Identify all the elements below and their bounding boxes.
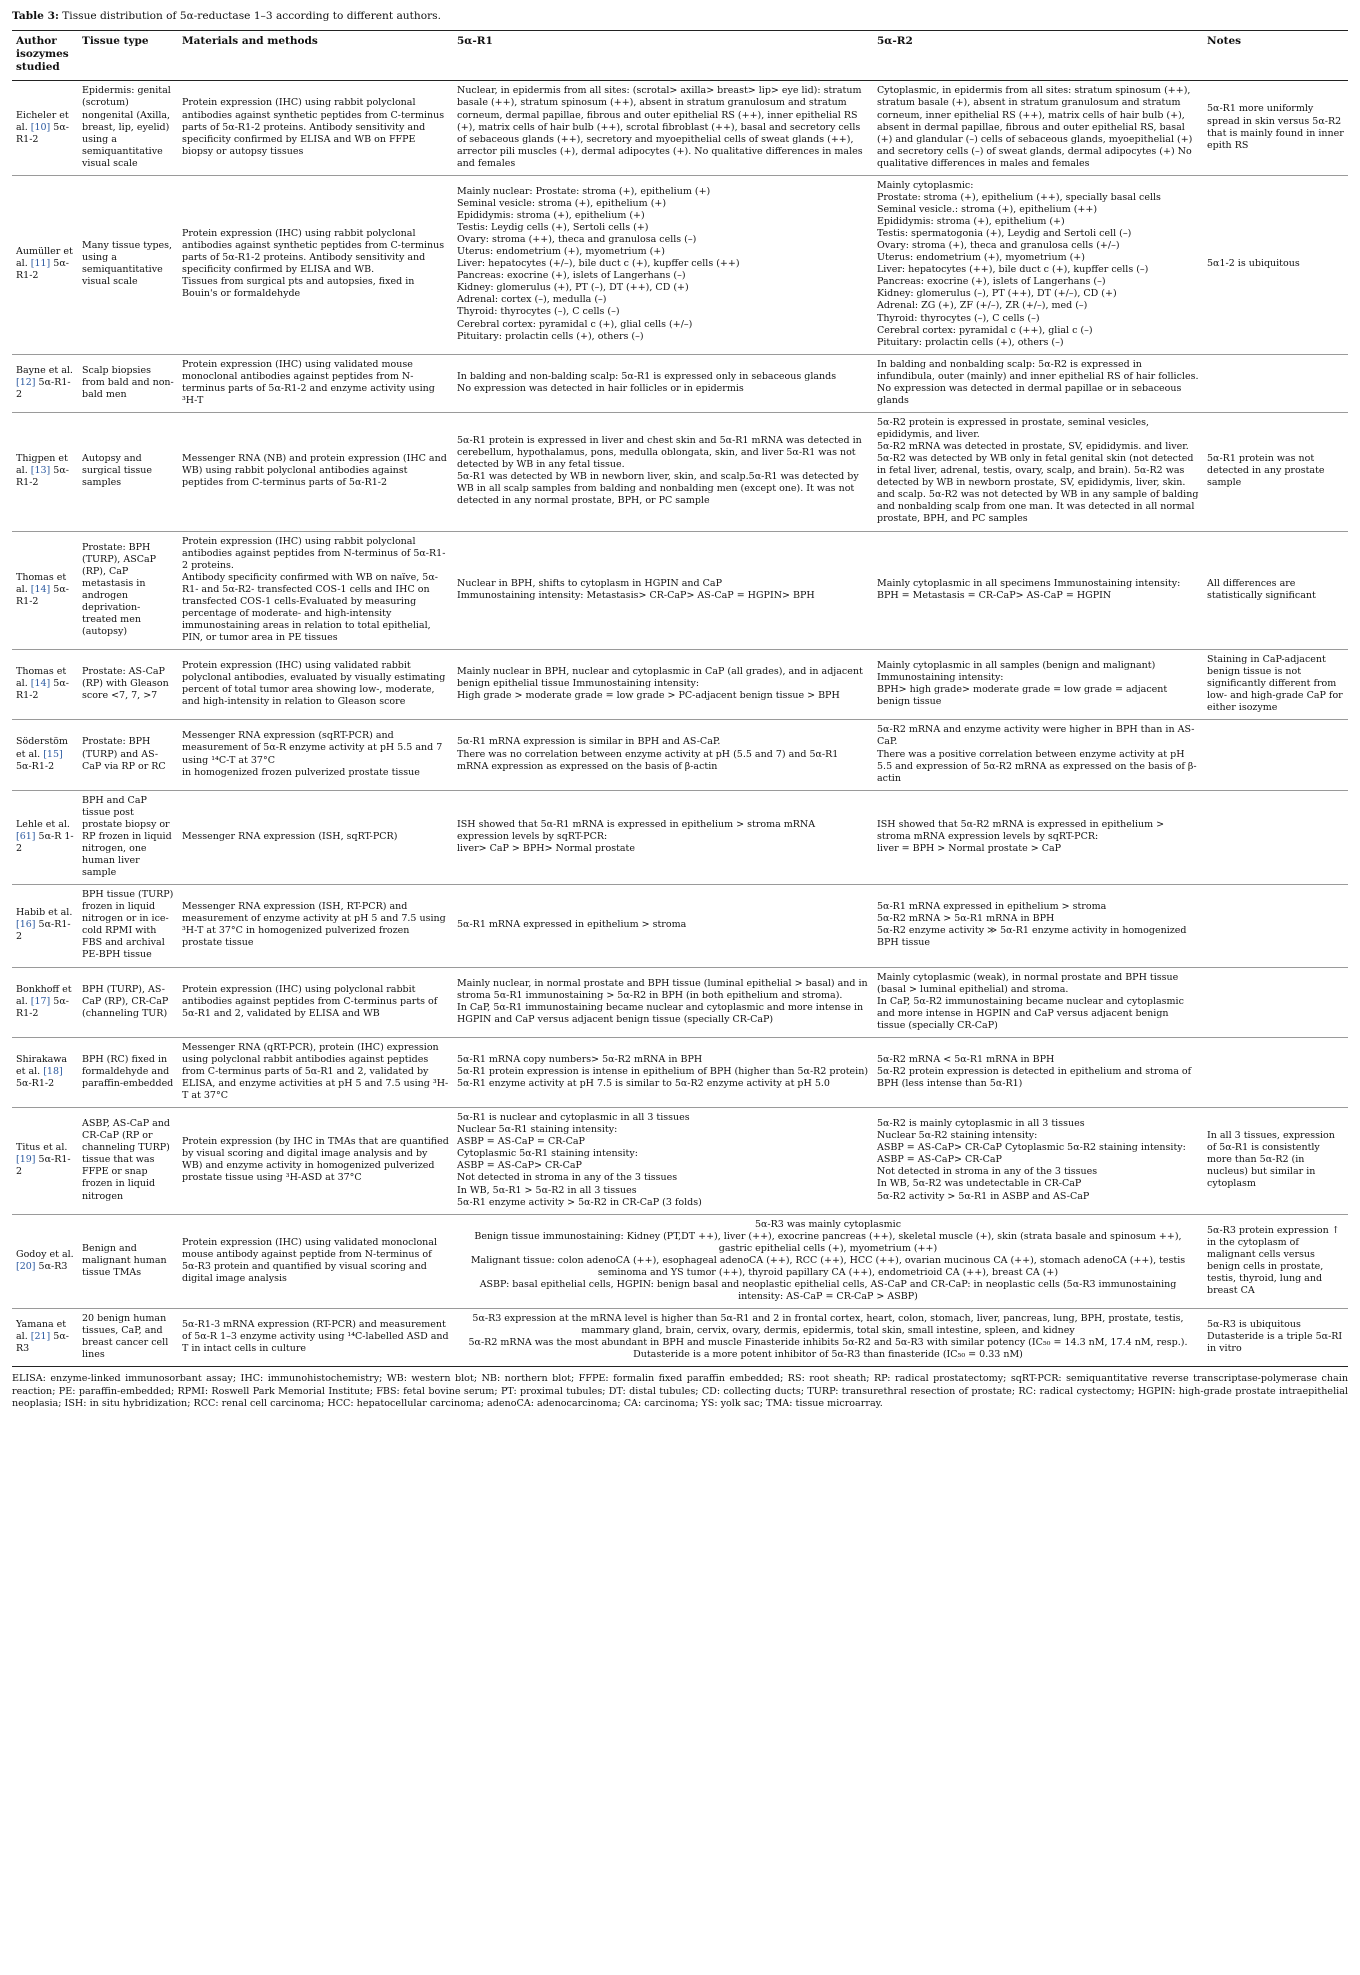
cell-tissue-type: Autopsy and surgical tissue samples xyxy=(78,412,178,531)
cell-5a-r1: Mainly nuclear in BPH, nuclear and cytoplasmic in CaP (all grades), and in adjacent benign epithelial tissue Immunostaining intensity: High grade > moderate grade = low grade > PC-adjacent benign tissue > BPH xyxy=(453,650,873,720)
header-5a-r1: 5α-R1 xyxy=(453,31,873,81)
author-name: Thigpen et al. xyxy=(16,453,71,477)
header-materials-methods: Materials and methods xyxy=(178,31,453,81)
author-name: Thomas et al. xyxy=(16,666,70,690)
cell-materials-methods: Protein expression (IHC) using validated monoclonal mouse antibody against peptide from N-terminus of 5α-R3 protein and quantified by visual scoring and digital image analysis xyxy=(178,1214,453,1308)
author-name: Eicheler et al. xyxy=(16,109,72,133)
isozyme-label: 5α-R1-2 xyxy=(16,1065,66,1089)
cell-notes xyxy=(1203,790,1348,884)
isozyme-label: 5α-R1-2 xyxy=(16,258,69,282)
cell-5a-r2: 5α-R2 mRNA and enzyme activity were higher in BPH than in AS-CaP. There was a positive correlation between enzyme activity at pH 5.5 and expression of 5α-R2 mRNA as expressed on the basis of β-actin xyxy=(873,720,1203,790)
table-header-row xyxy=(12,31,1348,81)
table-row xyxy=(12,1309,1348,1367)
cell-tissue-type: BPH (TURP), AS-CaP (RP), CR-CaP (channeling TUR) xyxy=(78,967,178,1037)
table-row xyxy=(12,531,1348,650)
cell-materials-methods: Protein expression (IHC) using validated rabbit polyclonal antibodies, evaluated by visually estimating percent of total tumor area showing low-, moderate, and high-intensity in relation to Gleason score xyxy=(178,650,453,720)
author-name: Lehle et al. xyxy=(16,818,73,830)
cell-5a-r2: Cytoplasmic, in epidermis from all sites: stratum spinosum (++), stratum basale (+), absent in stratum granulosum and stratum corneum, inner epithelial RS (++), matrix cells of hair bulb (+), absent in dermal papillae, fibrous and outer epithelial RS, basal (+) and glandular (–) cells of sebaceous glands, myoepithelial (+) and secretory cells (–) of sweat glands, dermal adipocytes (+) No qualitative differences in males and females xyxy=(873,81,1203,175)
cell-5a-r1: Mainly nuclear, in normal prostate and BPH tissue (luminal epithelial > basal) and in stroma 5α-R1 immunostaining > 5α-R2 in BPH (in both epithelium and stroma). In CaP, 5α-R1 immunostaining became nuclear and cytoplasmic and more intense in HGPIN and CaP versus adjacent benign tissue (specially CR-CaP) xyxy=(453,967,873,1037)
author-name: Godoy et al. xyxy=(16,1248,77,1260)
cell-author xyxy=(12,720,78,790)
cell-5a-r1: Nuclear, in epidermis from all sites: (scrotal> axilla> breast> lip> eye lid): stratum basale (++), stratum spinosum (++), absent in stratum granulosum and stratum corneum, dermal papillae, fibrous and outer epithelial RS (++), inner epithelial RS (+), matrix cells of hair bulb (++), scrotal fibroblast (++), basal and secretory cells of sebaceous glands (++), secretory and myoepithelial cells of sweat glands (++), arrector pili muscles (+), dermal adipocytes (+). No qualitative differences in males and females xyxy=(453,81,873,175)
cell-5a-r1: 5α-R1 mRNA expression is similar in BPH and AS-CaP. There was no correlation between enzyme activity at pH (5.5 and 7) and 5α-R1 mRNA expression as expressed on the basis of β-actin xyxy=(453,720,873,790)
cell-5a-r1: In balding and non-balding scalp: 5α-R1 is expressed only in sebaceous glands No expression was detected in hair follicles or in epidermis xyxy=(453,354,873,412)
cell-author xyxy=(12,175,78,354)
table-row xyxy=(12,81,1348,175)
cell-5a-r2: In balding and nonbalding scalp: 5α-R2 is expressed in infundibula, outer (mainly) and inner epithelial RS of hair follicles. No expression was detected in dermal papillae or in sebaceous glands xyxy=(873,354,1203,412)
isozyme-label: 5α-R1-2 xyxy=(16,583,69,607)
cell-5a-r-merged: 5α-R3 expression at the mRNA level is higher than 5α-R1 and 2 in frontal cortex, heart, colon, stomach, liver, pancreas, lung, BPH, prostate, testis, mammary gland, brain, cervix, ovary, dermis, epidermis, total skin, small intestine, spleen, and kidney 5α-R2 mRNA was the most abundant in BPH and muscle Finasteride inhibits 5α-R2 and 5α-R3 with similar potency (IC₅₀ = 14.3 nM, 17.4 nM, resp.). Dutasteride is a more potent inhibitor of 5α-R3 than finasteride (IC₅₀ = 0.33 nM) xyxy=(453,1309,1203,1367)
cell-materials-methods: Messenger RNA (NB) and protein expression (IHC and WB) using rabbit polyclonal antibodies against peptides from C-terminus parts of 5α-R1-2 xyxy=(178,412,453,531)
cell-5a-r1: 5α-R1 is nuclear and cytoplasmic in all 3 tissues Nuclear 5α-R1 staining intensity: ASBP = AS-CaP = CR-CaP Cytoplasmic 5α-R1 staining intensity: ASBP = AS-CaP> CR-CaP Not detected in stroma in any of the 3 tissues In WB, 5α-R1 > 5α-R2 in all 3 tissues 5α-R1 enzyme activity > 5α-R2 in CR-CaP (3 folds) xyxy=(453,1108,873,1215)
cell-author xyxy=(12,967,78,1037)
author-name: Aumüller et al. xyxy=(16,246,76,270)
cell-5a-r-merged: 5α-R3 was mainly cytoplasmic Benign tissue immunostaining: Kidney (PT,DT ++), liver (++), exocrine pancreas (++), skeletal muscle (+), skin (strata basale and spinosum ++), gastric epithelial cells (+), myometrium (++) Malignant tissue: colon adenoCA (++), esophageal adenoCA (++), RCC (++), HCC (++), ovarian mucinous CA (++), stomach adenoCA (++), testis seminoma and YS tumor (++), thyroid papillary CA (++), endometrioid CA (++), breast CA (+) ASBP: basal epithelial cells, HGPIN: benign basal and neoplastic epithelial cells, AS-CaP and CR-CaP: in neoplastic cells (5α-R3 immunostaining intensity: AS-CaP = CR-CaP > ASBP) xyxy=(453,1214,1203,1308)
table-body xyxy=(12,81,1348,1367)
reference-link[interactable]: [21] xyxy=(30,1331,51,1343)
cell-notes: 5α-R1 more uniformly spread in skin versus 5α-R2 that is mainly found in inner epith RS xyxy=(1203,81,1348,175)
cell-materials-methods: Messenger RNA expression (ISH, sqRT-PCR) xyxy=(178,790,453,884)
author-name: Titus et al. xyxy=(16,1142,71,1154)
cell-5a-r2: Mainly cytoplasmic: Prostate: stroma (+), epithelium (++), specially basal cells Seminal vesicle.: stroma (+), epithelium (++) Epididymis: stroma (+), epithelium (+) Testis: spermatogonia (+), Leydig and Sertoli cell (–) Ovary: stroma (+), theca and granulosa cells (+/–) Uterus: endometrium (+), myometrium (+) Liver: hepatocytes (++), bile duct c (+), kupffer cells (–) Pancreas: exocrine (+), islets of Langerhans (–) Kidney: glomerulus (–), PT (++), DT (+/–), CD (+) Adrenal: ZG (+), ZF (+/–), ZR (+/–), med (–) Thyroid: thyrocytes (–), C cells (–) Cerebral cortex: pyramidal c (++), glial c (–) Pituitary: prolactin cells (+), others (–) xyxy=(873,175,1203,354)
cell-author xyxy=(12,885,78,967)
cell-materials-methods: Protein expression (IHC) using rabbit polyclonal antibodies against peptides from N-terminus of 5α-R1-2 proteins. Antibody specificity confirmed with WB on naïve, 5α-R1- and 5α-R2- transfected COS-1 cells and IHC on transfected COS-1 cells-Evaluated by measuring percentage of moderate- and high-intensity immunostaining areas in relation to total epithelial, PIN, or tumor area in PE tissues xyxy=(178,531,453,650)
table-caption-text: Tissue distribution of 5α-reductase 1–3 according to different authors. xyxy=(58,10,441,22)
cell-materials-methods: Messenger RNA (qRT-PCR), protein (IHC) expression using polyclonal rabbit antibodies against peptides from C-terminus parts of 5α-R1 and 2, validated by ELISA, and enzyme activities at pH 5 and 7.5 using ³H-T at 37°C xyxy=(178,1037,453,1107)
cell-author xyxy=(12,1108,78,1215)
header-tissue-type: Tissue type xyxy=(78,31,178,81)
document-page xyxy=(12,8,1348,1411)
cell-tissue-type: ASBP, AS-CaP and CR-CaP (RP or channeling TURP) tissue that was FFPE or snap frozen in liquid nitrogen xyxy=(78,1108,178,1215)
table-row xyxy=(12,720,1348,790)
cell-author xyxy=(12,354,78,412)
cell-tissue-type: Prostate: AS-CaP (RP) with Gleason score <7, 7, >7 xyxy=(78,650,178,720)
cell-materials-methods: Protein expression (IHC) using polyclonal rabbit antibodies against peptides from C-terminus parts of 5α-R1 and 2, validated by ELISA and WB xyxy=(178,967,453,1037)
cell-tissue-type: Epidermis: genital (scrotum) nongenital (Axilla, breast, lip, eyelid) using a semiquantitative visual scale xyxy=(78,81,178,175)
reference-link[interactable]: [12] xyxy=(16,376,36,388)
reference-link[interactable]: [18] xyxy=(43,1065,63,1077)
cell-materials-methods: Protein expression (IHC) using rabbit polyclonal antibodies against synthetic peptides from C-terminus parts of 5α-R1-2 proteins. Antibody sensitivity and specificity confirmed by ELISA and WB on FFPE biopsy or autopsy tissues xyxy=(178,81,453,175)
cell-tissue-type: Prostate: BPH (TURP), ASCaP (RP), CaP metastasis in androgen deprivation-treated men (autopsy) xyxy=(78,531,178,650)
cell-5a-r2: 5α-R2 mRNA < 5α-R1 mRNA in BPH 5α-R2 protein expression is detected in epithelium and stroma of BPH (less intense than 5α-R1) xyxy=(873,1037,1203,1107)
cell-tissue-type: 20 benign human tissues, CaP, and breast cancer cell lines xyxy=(78,1309,178,1367)
table-row xyxy=(12,1037,1348,1107)
table-caption-label: Table 3: xyxy=(12,10,59,22)
cell-author xyxy=(12,790,78,884)
cell-notes: Staining in CaP-adjacent benign tissue is not significantly different from low- and high-grade CaP for either isozyme xyxy=(1203,650,1348,720)
author-name: Shirakawa et al. xyxy=(16,1053,71,1077)
cell-5a-r1: 5α-R1 mRNA copy numbers> 5α-R2 mRNA in BPH 5α-R1 protein expression is intense in epithelium of BPH (higher than 5α-R2 protein) 5α-R1 enzyme activity at pH 7.5 is similar to 5α-R2 enzyme activity at pH 5.0 xyxy=(453,1037,873,1107)
isozyme-label: 5α-R1-2 xyxy=(16,995,69,1019)
cell-tissue-type: Many tissue types, using a semiquantitative visual scale xyxy=(78,175,178,354)
reference-link[interactable]: [10] xyxy=(30,121,51,133)
reference-link[interactable]: [14] xyxy=(30,583,51,595)
cell-tissue-type: Benign and malignant human tissue TMAs xyxy=(78,1214,178,1308)
cell-5a-r1: Mainly nuclear: Prostate: stroma (+), epithelium (+) Seminal vesicle: stroma (+), epithelium (+) Epididymis: stroma (+), epithelium (+) Testis: Leydig cells (+), Sertoli cells (+) Ovary: stroma (++), theca and granulosa cells (–) Uterus: endometrium (+), myometrium (+) Liver: hepatocytes (+/–), bile duct c (+), kupffer cells (++) Pancreas: exocrine (+), islets of Langerhans (–) Kidney: glomerulus (+), PT (–), DT (++), CD (+) Adrenal: cortex (–), medulla (–) Thyroid: thyrocytes (–), C cells (–) Cerebral cortex: pyramidal c (+), glial cells (+/–) Pituitary: prolactin cells (+), others (–) xyxy=(453,175,873,354)
isozyme-label: 5α-R3 xyxy=(35,1260,68,1272)
table-footnote: ELISA: enzyme-linked immunosorbant assay; IHC: immunohistochemistry; WB: western blot; NB: northern blot; FFPE: formalin fixed paraffin embedded; RS: root sheath; RP: radical prostatectomy; sqRT-PCR: semiquantitative reverse transcriptase-polymerase chain reaction; PE: paraffin-embedded; RPMI: Roswell Park Memorial Institute; FBS: fetal bovine serum; PT: proximal tubules; DT: distal tubules; CD: collecting ducts; TURP: transurethral resection of prostate; RC: radical cystectomy; HGPIN: high-grade prostate intraepithelial neoplasia; ISH: in situ hybridization; RCC: renal cell carcinoma; HCC: hepatocellular carcinoma; adenoCA: adenocarcinoma; CA: carcinoma; YS: yolk sac; TMA: tissue microarray. xyxy=(12,1373,1348,1410)
cell-notes xyxy=(1203,720,1348,790)
isozyme-label: 5α-R 1-2 xyxy=(16,830,74,854)
cell-materials-methods: Protein expression (by IHC in TMAs that are quantified by visual scoring and digital image analysis and by WB) and enzyme activity in homogenized pulverized prostate tissue using ³H-ASD at 37°C xyxy=(178,1108,453,1215)
isozyme-label: 5α-R1-2 xyxy=(16,1154,71,1178)
cell-notes: 5α-R1 protein was not detected in any prostate sample xyxy=(1203,412,1348,531)
table-row xyxy=(12,354,1348,412)
cell-5a-r1: 5α-R1 mRNA expressed in epithelium > stroma xyxy=(453,885,873,967)
cell-5a-r2: 5α-R1 mRNA expressed in epithelium > stroma 5α-R2 mRNA > 5α-R1 mRNA in BPH 5α-R2 enzyme activity ≫ 5α-R1 enzyme activity in homogenized BPH tissue xyxy=(873,885,1203,967)
header-author: Author isozymes studied xyxy=(12,31,78,81)
author-name: Habib et al. xyxy=(16,907,76,919)
reference-link[interactable]: [61] xyxy=(16,830,36,842)
cell-5a-r1: Nuclear in BPH, shifts to cytoplasm in HGPIN and CaP Immunostaining intensity: Metastasis> CR-CaP> AS-CaP = HGPIN> BPH xyxy=(453,531,873,650)
author-name: Bonkhoff et al. xyxy=(16,983,75,1007)
table-row xyxy=(12,175,1348,354)
table-row xyxy=(12,650,1348,720)
cell-author xyxy=(12,531,78,650)
author-name: Yamana et al. xyxy=(16,1319,70,1343)
cell-5a-r2: Mainly cytoplasmic in all specimens Immunostaining intensity: BPH = Metastasis = CR-CaP> AS-CaP = HGPIN xyxy=(873,531,1203,650)
isozyme-label: 5α-R1-2 xyxy=(16,376,71,400)
cell-author xyxy=(12,1309,78,1367)
cell-author xyxy=(12,650,78,720)
cell-notes: In all 3 tissues, expression of 5α-R1 is consistently more than 5α-R2 (in nucleus) but similar in cytoplasm xyxy=(1203,1108,1348,1215)
cell-5a-r2: Mainly cytoplasmic (weak), in normal prostate and BPH tissue (basal > luminal epithelial) and stroma. In CaP, 5α-R2 immunostaining became nuclear and cytoplasmic and more intense in HGPIN and CaP versus adjacent benign tissue (specially CR-CaP) xyxy=(873,967,1203,1037)
cell-notes: 5α1-2 is ubiquitous xyxy=(1203,175,1348,354)
cell-notes xyxy=(1203,354,1348,412)
reference-link[interactable]: [19] xyxy=(16,1154,36,1166)
reference-link[interactable]: [20] xyxy=(16,1260,36,1272)
reference-link[interactable]: [17] xyxy=(30,995,51,1007)
table-row xyxy=(12,885,1348,967)
isozyme-label: 5α-R1-2 xyxy=(16,465,69,489)
cell-materials-methods: Protein expression (IHC) using rabbit polyclonal antibodies against synthetic peptides from C-terminus parts of 5α-R1-2 proteins. Antibody sensitivity and specificity confirmed by ELISA and WB. Tissues from surgical pts and autopsies, fixed in Bouin's or formaldehyde xyxy=(178,175,453,354)
isozyme-label: 5α-R3 xyxy=(16,1331,69,1355)
table-row xyxy=(12,1214,1348,1308)
cell-tissue-type: Scalp biopsies from bald and non-bald men xyxy=(78,354,178,412)
reference-link[interactable]: [16] xyxy=(16,919,36,931)
cell-notes: 5α-R3 is ubiquitous Dutasteride is a triple 5α-RI in vitro xyxy=(1203,1309,1348,1367)
cell-author xyxy=(12,1214,78,1308)
reference-link[interactable]: [14] xyxy=(30,678,51,690)
table-row xyxy=(12,1108,1348,1215)
reference-link[interactable]: [15] xyxy=(43,748,63,760)
table-row xyxy=(12,967,1348,1037)
cell-tissue-type: BPH (RC) fixed in formaldehyde and paraffin-embedded xyxy=(78,1037,178,1107)
isozyme-label: 5α-R1-2 xyxy=(16,919,71,943)
cell-5a-r1: ISH showed that 5α-R1 mRNA is expressed in epithelium > stroma mRNA expression levels by sqRT-PCR: liver> CaP > BPH> Normal prostate xyxy=(453,790,873,884)
cell-materials-methods: Messenger RNA expression (sqRT-PCR) and measurement of 5α-R enzyme activity at pH 5.5 and 7 using ¹⁴C-T at 37°C in homogenized frozen pulverized prostate tissue xyxy=(178,720,453,790)
cell-materials-methods: 5α-R1-3 mRNA expression (RT-PCR) and measurement of 5α-R 1–3 enzyme activity using ¹⁴C-labelled ASD and T in intact cells in culture xyxy=(178,1309,453,1367)
cell-5a-r1: 5α-R1 protein is expressed in liver and chest skin and 5α-R1 mRNA was detected in cerebellum, hypothalamus, pons, medulla oblongata, skin, and liver 5α-R1 was not detected by WB in any fetal tissue. 5α-R1 was detected by WB in newborn liver, skin, and scalp.5α-R1 was detected by WB in all scalp samples from balding and nonbalding men (except one). It was not detected in any normal prostate, BPH, or PC sample xyxy=(453,412,873,531)
isozyme-label: 5α-R1-2 xyxy=(16,678,69,702)
cell-materials-methods: Messenger RNA expression (ISH, RT-PCR) and measurement of enzyme activity at pH 5 and 7.5 using ³H-T at 37°C in homogenized pulverized frozen prostate tissue xyxy=(178,885,453,967)
cell-tissue-type: BPH and CaP tissue post prostate biopsy or RP frozen in liquid nitrogen, one human liver sample xyxy=(78,790,178,884)
reference-link[interactable]: [11] xyxy=(30,258,51,270)
cell-notes: All differences are statistically significant xyxy=(1203,531,1348,650)
cell-5a-r2: 5α-R2 is mainly cytoplasmic in all 3 tissues Nuclear 5α-R2 staining intensity: ASBP = AS-CaP> CR-CaP Cytoplasmic 5α-R2 staining intensity: ASBP = AS-CaP> CR-CaP Not detected in stroma in any of the 3 tissues In WB, 5α-R2 was undetectable in CR-CaP 5α-R2 activity > 5α-R1 in ASBP and AS-CaP xyxy=(873,1108,1203,1215)
author-name: Bayne et al. xyxy=(16,364,76,376)
cell-notes xyxy=(1203,885,1348,967)
author-name: Thomas et al. xyxy=(16,571,70,595)
table-row xyxy=(12,790,1348,884)
cell-tissue-type: BPH tissue (TURP) frozen in liquid nitrogen or in ice-cold RPMI with FBS and archival PE-BPH tissue xyxy=(78,885,178,967)
header-5a-r2: 5α-R2 xyxy=(873,31,1203,81)
table-caption xyxy=(12,10,1348,22)
cell-author xyxy=(12,412,78,531)
cell-5a-r2: Mainly cytoplasmic in all samples (benign and malignant) Immunostaining intensity: BPH> high grade> moderate grade = low grade = adjacent benign tissue xyxy=(873,650,1203,720)
cell-tissue-type: Prostate: BPH (TURP) and AS-CaP via RP or RC xyxy=(78,720,178,790)
isozyme-label: 5α-R1-2 xyxy=(16,121,69,145)
isozyme-label: 5α-R1-2 xyxy=(16,748,66,772)
cell-author xyxy=(12,1037,78,1107)
cell-materials-methods: Protein expression (IHC) using validated mouse monoclonal antibodies against peptides from N-terminus parts of 5α-R1-2 and enzyme activity using ³H-T xyxy=(178,354,453,412)
reference-link[interactable]: [13] xyxy=(30,465,51,477)
cell-notes xyxy=(1203,967,1348,1037)
cell-5a-r2: 5α-R2 protein is expressed in prostate, seminal vesicles, epididymis, and liver. 5α-R2 mRNA was detected in prostate, SV, epididymis. and liver. 5α-R2 was detected by WB only in fetal genital skin (not detected in fetal liver, adrenal, testis, ovary, scalp, and brain). 5α-R2 was detected by WB in newborn prostate, SV, epididymis, liver, skin. and scalp. 5α-R2 was not detected by WB in any sample of balding and nonbalding scalp from one man. It was detected in all normal prostate, BPH, and PC samples xyxy=(873,412,1203,531)
cell-author xyxy=(12,81,78,175)
tissue-distribution-table xyxy=(12,30,1348,1367)
author-name: Söderstöm et al. xyxy=(16,736,71,760)
table-row xyxy=(12,412,1348,531)
cell-notes: 5α-R3 protein expression ↑ in the cytoplasm of malignant cells versus benign cells in prostate, testis, thyroid, lung and breast CA xyxy=(1203,1214,1348,1308)
cell-5a-r2: ISH showed that 5α-R2 mRNA is expressed in epithelium > stroma mRNA expression levels by sqRT-PCR: liver = BPH > Normal prostate > CaP xyxy=(873,790,1203,884)
cell-notes xyxy=(1203,1037,1348,1107)
header-notes: Notes xyxy=(1203,31,1348,81)
